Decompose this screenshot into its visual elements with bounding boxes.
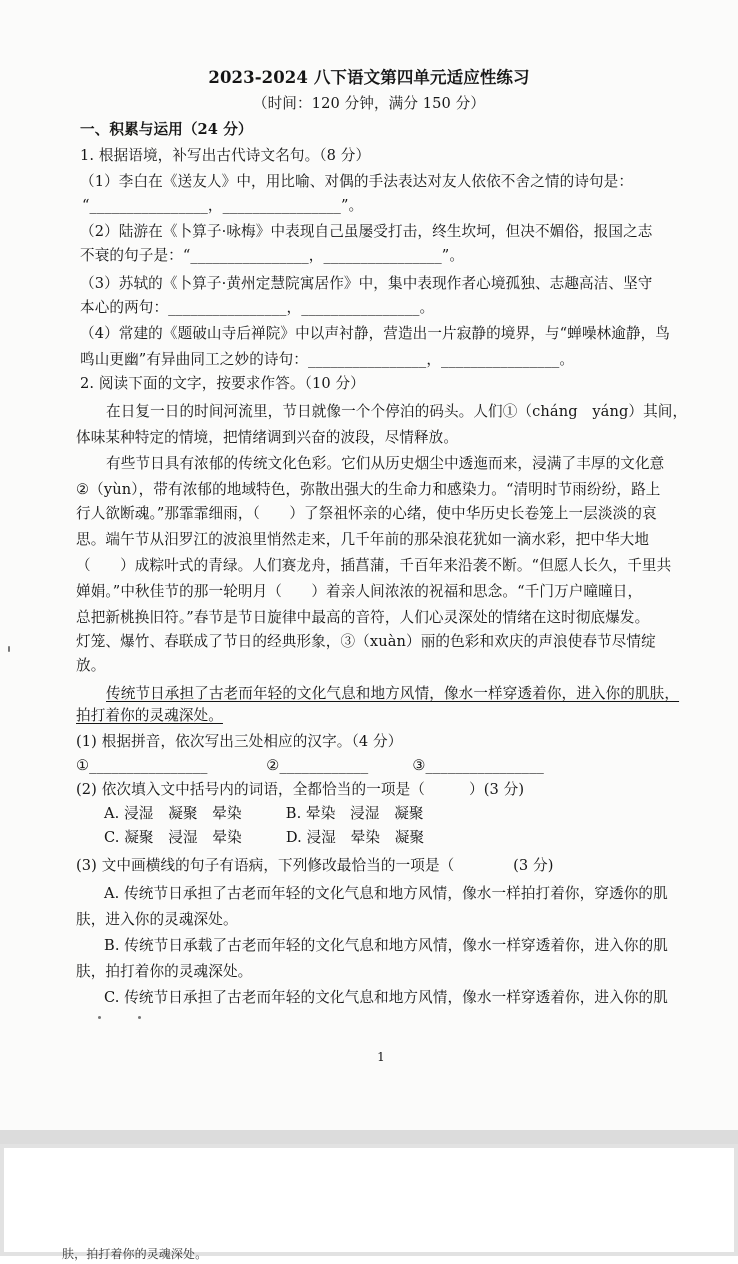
subquestion-3: (3) 文中画横线的句子有语病，下列修改最恰当的一项是（ (3 分) (76, 857, 554, 874)
choice-option: A. 浸湿 凝聚 晕染 B. 晕染 浸湿 凝聚 (104, 805, 424, 822)
question-1-1: （1）李白在《送友人》中，用比喻、对偶的手法表达对友人依依不舍之情的诗句是： (80, 173, 634, 190)
passage-line: 行人欲断魂。”那霏霏细雨，（ ）了祭祖怀亲的心绪，使中华历史长卷笼上一层淡淡的哀 (76, 505, 657, 522)
scan-speck (138, 1016, 141, 1019)
scan-speck (98, 1016, 101, 1019)
page-separator (0, 1130, 738, 1144)
choice-option: C. 凝聚 浸湿 晕染 D. 浸湿 晕染 凝聚 (104, 829, 425, 846)
page-number: 1 (377, 1050, 385, 1064)
pinyin-answer-blanks: ①________________ ②____________ ③________________ (76, 757, 544, 774)
passage-line: 体味某种特定的情境，把情绪调到兴奋的波段，尽情释放。 (76, 429, 459, 446)
page-2-top-line: 肤，拍打着你的灵魂深处。 (62, 1247, 208, 1261)
answer-blank-1-2: 不衰的句子是：“________________，________________”。 (80, 247, 465, 264)
choice-option: C. 传统节日承担了古老而年轻的文化气息和地方风情，像水一样穿透着你，进入你的肌 (104, 989, 668, 1006)
passage-line: 思。端午节从汨罗江的波浪里悄然走来，几千年前的那朵浪花犹如一滴水彩，把中华大地 (76, 531, 650, 548)
answer-blank-1-4: 鸣山更幽”有异曲同工之妙的诗句：________________，________________。 (80, 351, 575, 368)
question-1-heading: 1. 根据语境，补写出古代诗文名句。（8 分） (80, 147, 371, 164)
question-1-4: （4）常建的《题破山寺后禅院》中以声衬静，营造出一片寂静的境界，与“蝉噪林逾静，鸟 (80, 325, 671, 342)
question-1-3: （3）苏轼的《卜算子·黄州定慧院寓居作》中，集中表现作者心境孤独、志趣高洁、坚守 (80, 275, 653, 292)
choice-option-continued: 肤，进入你的灵魂深处。 (76, 911, 238, 928)
choice-option-continued: 肤，拍打着你的灵魂深处。 (76, 963, 253, 980)
exam-subtitle: （时间：120 分钟，满分 150 分） (252, 95, 486, 112)
passage-line: 有些节日具有浓郁的传统文化色彩。它们从历史烟尘中透迤而来，浸满了丰厚的文化意 (106, 455, 665, 472)
answer-blank-1-3: 本心的两句：________________，________________。 (80, 299, 435, 316)
scan-mark (8, 646, 10, 652)
answer-blank-1-1: “________________，________________”。 (82, 197, 364, 214)
passage-line: 放。 (76, 657, 106, 674)
passage-line: 在日复一日的时间河流里，节日就像一个个停泊的码头。人们①（cháng yáng）其间， (106, 403, 688, 420)
passage-line: 总把新桃换旧符。”春节是节日旋律中最高的音符，人们心灵深处的情绪在这时彻底爆发。 (76, 609, 650, 626)
underlined-sentence: 传统节日承担了古老而年轻的文化气息和地方风情，像水一样穿透着你，进入你的肌肤， (106, 685, 680, 702)
passage-line: （ ）成粽叶式的青绿。人们赛龙舟，插菖蒲，千百年来沿袭不断。“但愿人长久，千里共 (76, 557, 672, 574)
underlined-sentence: 拍打着你的灵魂深处。 (76, 707, 223, 724)
question-2-heading: 2. 阅读下面的文字，按要求作答。（10 分） (80, 375, 365, 392)
choice-option: B. 传统节日承载了古老而年轻的文化气息和地方风情，像水一样穿透着你，进入你的肌 (104, 937, 668, 954)
exam-title: 2023-2024 八下语文第四单元适应性练习 (208, 68, 530, 87)
subquestion-1: (1) 根据拼音，依次写出三处相应的汉字。（4 分） (76, 733, 403, 750)
section-heading: 一、积累与运用（24 分） (80, 121, 253, 138)
question-1-2: （2）陆游在《卜算子·咏梅》中表现自己虽屡受打击，终生坎坷，但决不媚俗，报国之志 (80, 223, 653, 240)
passage-line: 婵娟。”中秋佳节的那一轮明月（ ）着亲人间浓浓的祝福和思念。“千门万户曈曈日， (76, 583, 643, 600)
passage-line: 灯笼、爆竹、春联成了节日的经典形象，③（xuàn）丽的色彩和欢庆的声浪使春节尽情绽 (76, 633, 656, 650)
passage-line: ②（yùn），带有浓郁的地域特色，弥散出强大的生命力和感染力。“清明时节雨纷纷，路上 (76, 481, 661, 498)
choice-option: A. 传统节日承担了古老而年轻的文化气息和地方风情，像水一样拍打着你，穿透你的肌 (104, 885, 668, 902)
subquestion-2: (2) 依次填入文中括号内的词语，全都恰当的一项是（ ）(3 分) (76, 781, 525, 798)
exam-page-2 (0, 1144, 738, 1261)
